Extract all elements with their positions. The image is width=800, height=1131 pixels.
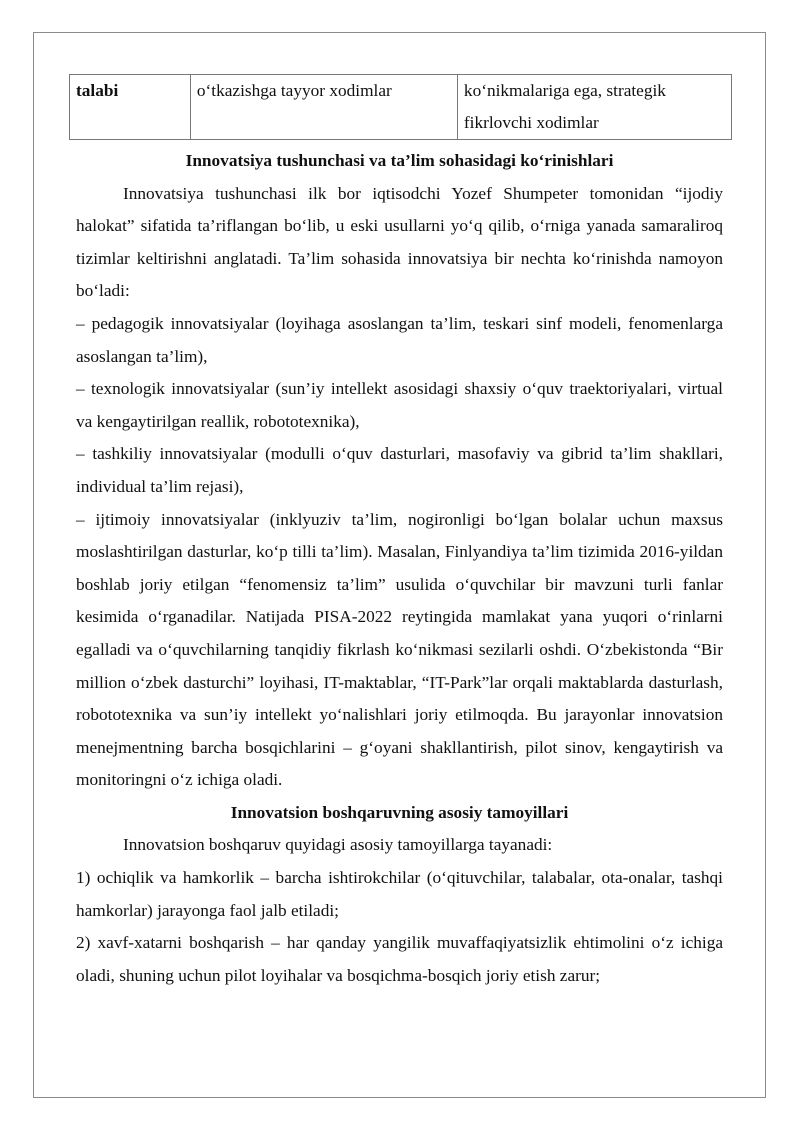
list-item: – tashkiliy innovatsiyalar (modulli o‘quv dasturlari, masofaviy va gibrid ta’lim shakllari, individual ta’lim rejasi), — [76, 444, 723, 496]
table-cell-line: ko‘nikmalariga ega, strategik — [463, 81, 666, 100]
table-cell: o‘tkazishga tayyor xodimlar — [190, 75, 457, 140]
list-item: 2) xavf-xatarni boshqarish – har qanday yangilik muvaffaqiyatsizlik ehtimolini o‘z ichiga oladi, shuning uchun pilot loyihalar va bosqichma-bosqich joriy etish zarur; — [76, 933, 723, 985]
comparison-table-fragment — [69, 74, 732, 140]
paragraph: Innovatsion boshqaruv quyidagi asosiy tamoyillarga tayanadi: — [123, 835, 553, 855]
table-cell-line: fikrlovchi xodimlar — [463, 113, 599, 132]
table-cell — [457, 75, 731, 140]
list-item: – pedagogik innovatsiyalar (loyihaga asoslangan ta’lim, teskari sinf modeli, fenomenlarga asoslangan ta’lim), — [76, 313, 723, 366]
section-heading: Innovatsiya tushunchasi va ta’lim sohasidagi ko‘rinishlari — [185, 151, 614, 170]
list-item: – texnologik innovatsiyalar (sun’iy intellekt asosidagi shaxsiy o‘quv traektoriyalari, virtual va kengaytirilgan reallik, robototexnika), — [76, 379, 723, 431]
paragraph: Innovatsiya tushunchasi ilk bor iqtisodchi Yozef Shumpeter tomonidan “ijodiy halokat” sifatida ta’riflangan bo‘lib, u eski usullarni yo‘q qilib, o‘rniga yanada samaraliroq tizimlar keltirishni anglatadi. Ta’lim sohasida innovatsiya bir nechta ko‘rinishda namoyon bo‘ladi: — [76, 183, 723, 301]
list-item: 1) ochiqlik va hamkorlik – barcha ishtirokchilar (o‘qituvchilar, talabalar, ota-onalar, tashqi hamkorlar) jarayonga faol jalb etiladi; — [76, 868, 723, 920]
list-item: – ijtimoiy innovatsiyalar (inklyuziv ta’lim, nogironligi bo‘lgan bolalar uchun maxsus moslashtirilgan dasturlar, ko‘p tilli ta’lim). Masalan, Finlyandiya ta’lim tizimida 2016-yildan boshlab joriy etilgan “fenomensiz ta’lim” usulida o‘quvchilar bir mavzuni turli fanlar kesimida o‘rganadilar. Natijada PISA-2022 reytingida mamlakat yana yuqori o‘rinlarni egalladi va o‘quvchilarning tanqidiy fikrlash ko‘nikmasi sezilarli oshdi. O‘zbekistonda “Bir million o‘zbek dasturchi” loyihasi, IT-maktablar, “IT-Park”lar orqali maktablarda dasturlash, robototexnika va sun’iy intellekt yo‘nalishlari joriy etilmoqda. Bu jarayonlar innovatsion menejmentning barcha bosqichlarini – g‘oyani shakllantirish, pilot sinov, kengaytirish va monitoringni o‘z ichiga oladi. — [76, 509, 723, 790]
table-cell: talabi — [70, 75, 191, 140]
table-row — [70, 75, 732, 140]
section-heading: Innovatsion boshqaruvning asosiy tamoyillari — [230, 802, 569, 822]
document-body — [76, 74, 723, 992]
